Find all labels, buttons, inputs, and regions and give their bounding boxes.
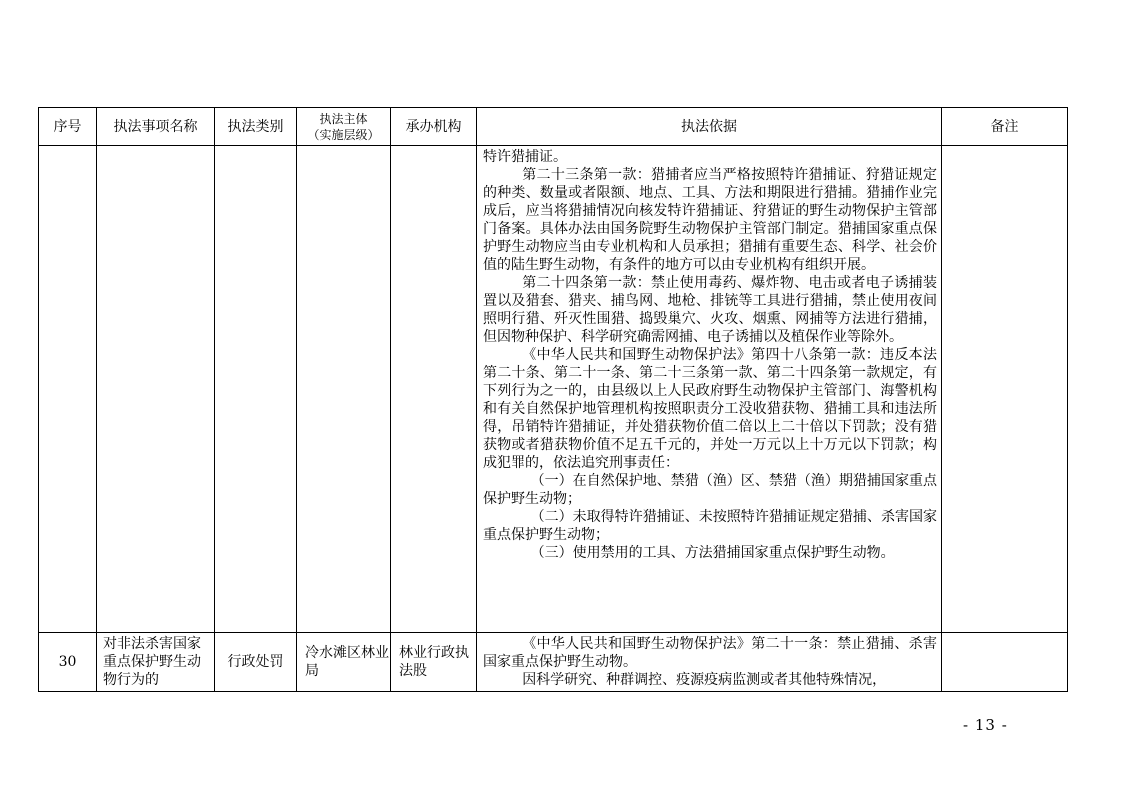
table-row	[39, 633, 1068, 692]
row2-subject-cell: 冷水滩区林业局	[297, 633, 391, 692]
table-header-row	[39, 108, 1068, 146]
basis-paragraph: 《中华人民共和国野生动物保护法》第二十一条：禁止猎捕、杀害国家重点保护野生动物。	[483, 636, 937, 670]
header-subject	[297, 108, 391, 146]
row2-agency-cell: 林业行政执法股	[391, 633, 477, 692]
table-row	[39, 146, 1068, 633]
row1-agency-cell	[391, 146, 477, 633]
row2-category-cell: 行政处罚	[215, 633, 297, 692]
header-basis: 执法依据	[477, 108, 942, 146]
basis-paragraph: （一）在自然保护地、禁猎（渔）区、禁猎（渔）期猎捕国家重点保护野生动物；	[483, 473, 937, 507]
header-name: 执法事项名称	[97, 108, 215, 146]
row1-basis-cell	[477, 146, 942, 633]
basis-paragraph: （二）未取得特许猎捕证、未按照特许猎捕证规定猎捕、杀害国家重点保护野生动物；	[483, 509, 937, 543]
basis-paragraph: 因科学研究、种群调控、疫源疫病监测或者其他特殊情况，	[522, 672, 887, 688]
header-subject-line1: 执法主体	[319, 111, 368, 126]
basis-paragraph: 第二十四条第一款：禁止使用毒药、爆炸物、电击或者电子诱捕装置以及猎套、猎夹、捕鸟网、地枪、排铳等工具进行猎捕，禁止使用夜间照明行猎、歼灭性围猎、捣毁巢穴、火攻、烟熏、网捕等方法进行猎捕，但因物种保护、科学研究确需网捕、电子诱捕以及植保作业等除外。	[483, 275, 937, 345]
basis-paragraph: （三）使用禁用的工具、方法猎捕国家重点保护野生动物。	[530, 545, 895, 561]
row1-name-cell	[97, 146, 215, 633]
row2-remark-cell	[942, 633, 1068, 692]
row2-seq-cell: 30	[39, 633, 97, 692]
basis-paragraph: 《中华人民共和国野生动物保护法》第四十八条第一款：违反本法第二十条、第二十一条、第二十三条第一款、第二十四条第一款规定，有下列行为之一的，由县级以上人民政府野生动物保护主管部门、海警机构和有关自然保护地管理机构按照职责分工没收猎获物、猎捕工具和违法所得，吊销特许猎捕证，并处猎获物价值二倍以上二十倍以下罚款；没有猎获物或者猎获物价值不足五千元的，并处一万元以上十万元以下罚款；构成犯罪的，依法追究刑事责任：	[483, 347, 937, 471]
header-category: 执法类别	[215, 108, 297, 146]
header-subject-line2: （实施层级）	[307, 127, 380, 142]
row2-basis-cell	[477, 633, 942, 692]
header-agency: 承办机构	[391, 108, 477, 146]
row1-subject-cell	[297, 146, 391, 633]
row1-category-cell	[215, 146, 297, 633]
basis-paragraph: 特许猎捕证。	[483, 149, 567, 165]
row1-remark-cell	[942, 146, 1068, 633]
header-seq: 序号	[39, 108, 97, 146]
row2-name-cell: 对非法杀害国家重点保护野生动物行为的	[97, 633, 215, 692]
page-number: - 13 -	[963, 716, 1008, 734]
enforcement-table	[38, 107, 1068, 692]
row1-seq-cell	[39, 146, 97, 633]
header-remark: 备注	[942, 108, 1068, 146]
basis-paragraph: 第二十三条第一款：猎捕者应当严格按照特许猎捕证、狩猎证规定的种类、数量或者限额、地点、工具、方法和期限进行猎捕。猎捕作业完成后，应当将猎捕情况向核发特许猎捕证、狩猎证的野生动物保护主管部门备案。具体办法由国务院野生动物保护主管部门制定。猎捕国家重点保护野生动物应当由专业机构和人员承担；猎捕有重要生态、科学、社会价值的陆生野生动物，有条件的地方可以由专业机构有组织开展。	[483, 167, 937, 273]
